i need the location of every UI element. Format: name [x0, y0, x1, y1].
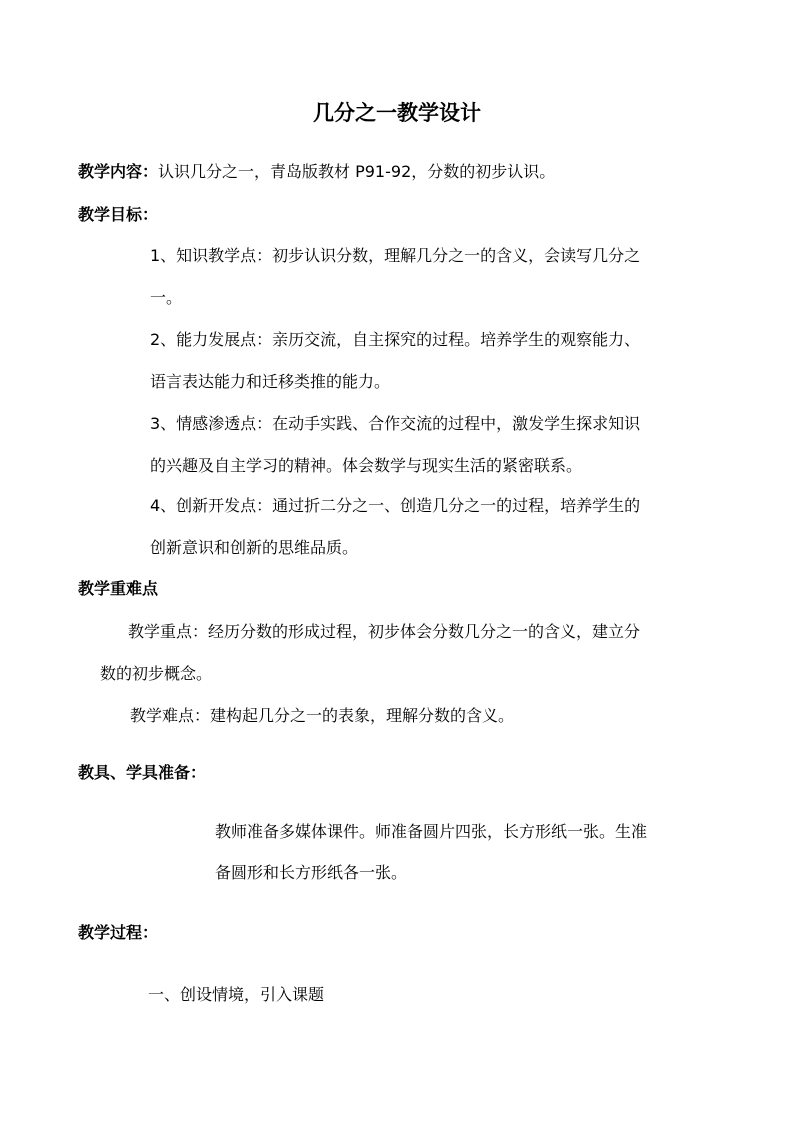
page-title: 几分之一教学设计 — [313, 101, 481, 125]
goal-line: 语言表达能力和迁移类推的能力。 — [150, 372, 391, 391]
goal-line: 一。 — [150, 288, 183, 307]
teaching-content-text: 认识几分之一，青岛版教材 P91-92，分数的初步认识。 — [158, 162, 556, 181]
focus-line: 数的初步概念。 — [100, 664, 213, 683]
tools-line: 教师准备多媒体课件。师准备圆片四张，长方形纸一张。生准 — [215, 822, 648, 841]
goal-line: 的兴趣及自主学习的精神。体会数学与现实生活的紧密联系。 — [150, 456, 583, 475]
key-points-heading: 教学重难点 — [78, 579, 159, 598]
focus-line: 教学重点：经历分数的形成过程，初步体会分数几分之一的含义，建立分 — [128, 622, 641, 641]
tools-heading: 教具、学具准备： — [78, 763, 207, 782]
goal-line: 创新意识和创新的思维品质。 — [150, 538, 359, 557]
goals-heading: 教学目标： — [78, 205, 159, 224]
goal-line: 1、知识教学点：初步认识分数，理解几分之一的含义，会读写几分之 — [150, 246, 641, 265]
goal-line: 2、能力发展点：亲历交流，自主探究的过程。培养学生的观察能力、 — [150, 330, 641, 349]
goal-line: 3、情感渗透点：在动手实践、合作交流的过程中，激发学生探求知识 — [150, 414, 641, 433]
tools-line: 备圆形和长方形纸各一张。 — [215, 863, 408, 882]
goal-line: 4、创新开发点：通过折二分之一、创造几分之一的过程，培养学生的 — [150, 496, 641, 515]
process-step: 一、创设情境，引入课题 — [148, 985, 325, 1004]
teaching-content — [78, 162, 555, 182]
teaching-content-label: 教学内容： — [78, 162, 159, 181]
process-heading: 教学过程： — [78, 923, 159, 942]
difficulty-line: 教学难点：建构起几分之一的表象，理解分数的含义。 — [130, 706, 515, 725]
